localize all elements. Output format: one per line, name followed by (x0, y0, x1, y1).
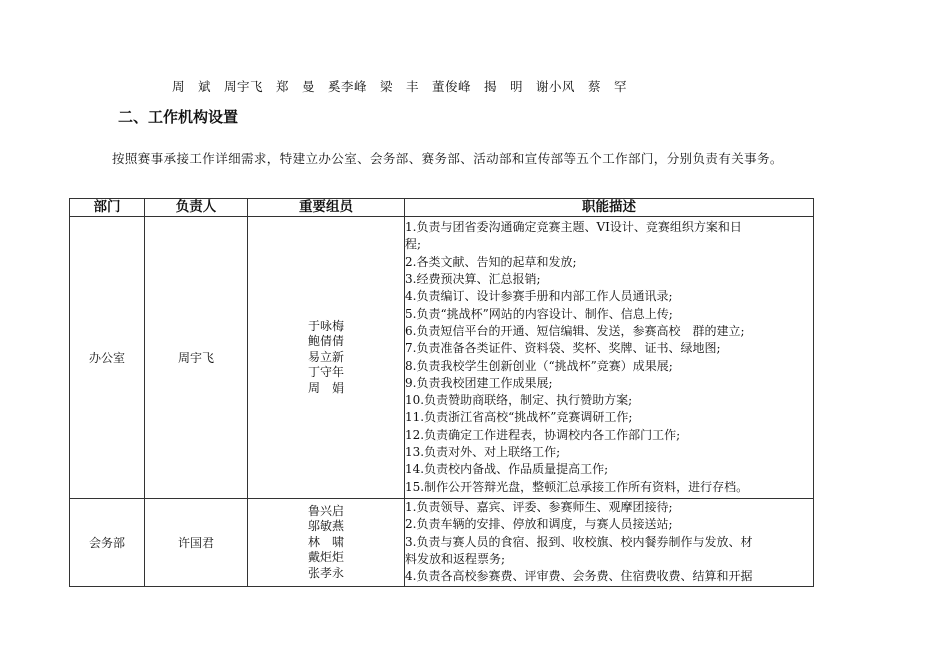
duty-line: 3.负责与赛人员的食宿、报到、收校旗、校内餐券制作与发放、材 (405, 534, 753, 549)
members-cell (248, 499, 405, 587)
leader-cell: 许国君 (145, 499, 248, 587)
member-name: 于咏梅 (307, 318, 344, 333)
department-cell: 会务部 (70, 499, 145, 587)
duty-line: 15.制作公开答辩光盘，整顿汇总承接工作所有资料，进行存档。 (405, 479, 749, 494)
duty-line: 10.负责赞助商联络，制定、执行赞助方案; (405, 393, 633, 408)
duty-line: 3.经费预决算、汇总报销; (405, 272, 541, 287)
intro-paragraph: 按照赛事承接工作详细需求，特建立办公室、会务部、赛务部、活动部和宣传部等五个工作部门，分别负责有关事务。 (112, 151, 783, 166)
duties-cell (405, 499, 814, 587)
names-line: 周 斌 周宇飞 郑 曼 奚李峰 梁 丰 董俊峰 揭 明 谢小风 蔡 罕 (172, 79, 628, 94)
duty-line: 5.负责“挑战杯”网站的内容设计、制作、信息上传; (405, 306, 673, 321)
table-header-row (70, 199, 814, 217)
duty-line: 9.负责我校团建工作成果展; (405, 375, 553, 390)
members-cell (248, 217, 405, 499)
duty-line: 6.负责短信平台的开通、短信编辑、发送，参赛高校 群的建立; (405, 323, 745, 338)
duties-cell (405, 217, 814, 499)
duty-line: 1.负责领导、嘉宾、评委、参赛师生、观摩团接待; (405, 500, 673, 514)
member-name: 鲁兴启 (307, 503, 344, 518)
duty-line: 1.负责与团省委沟通确定竞赛主题、VI设计、竞赛组织方案和日 (405, 220, 742, 235)
duty-line: 11.负责浙江省高校“挑战杯”竞赛调研工作; (405, 410, 633, 425)
duty-line: 4.负责各高校参赛费、评审费、会务费、住宿费收费、结算和开据 (405, 569, 753, 584)
member-name: 易立新 (307, 349, 344, 364)
member-name: 鲍倩倩 (307, 334, 344, 349)
member-name: 戴炬炬 (307, 550, 344, 565)
member-name: 张孝永 (307, 565, 344, 580)
header-department: 部门 (70, 199, 145, 217)
duty-line: 2.各类文献、告知的起草和发放; (405, 254, 577, 269)
header-leader: 负责人 (145, 199, 248, 217)
duty-line: 14.负责校内备战、作品质量提高工作; (405, 462, 609, 477)
duty-line: 7.负责准备各类证件、资料袋、奖杯、奖牌、证书、绿地图; (405, 341, 721, 356)
leader-cell: 周宇飞 (145, 217, 248, 499)
member-name: 周 娟 (307, 380, 344, 395)
table-row (70, 217, 814, 499)
duty-line: 13.负责对外、对上联络工作; (405, 444, 561, 459)
member-name: 林 啸 (307, 534, 344, 549)
member-name: 丁守年 (307, 365, 344, 380)
duty-line: 8.负责我校学生创新创业（“挑战杯”竞赛）成果展; (405, 358, 673, 373)
member-name: 邬敏燕 (307, 519, 344, 534)
header-members: 重要组员 (248, 199, 405, 217)
duty-line: 2.负责车辆的安排、停放和调度，与赛人员接送站; (405, 517, 673, 532)
department-table (69, 198, 814, 587)
duty-line: 4.负责编订、设计参赛手册和内部工作人员通讯录; (405, 289, 673, 304)
department-cell: 办公室 (70, 217, 145, 499)
duty-line: 程; (405, 237, 422, 252)
duty-line: 料发放和返程票务; (405, 551, 506, 566)
section-heading: 二、工作机构设置 (118, 108, 239, 126)
table-row (70, 499, 814, 587)
header-duties: 职能描述 (405, 199, 814, 217)
duty-line: 12.负责确定工作进程表，协调校内各工作部门工作; (405, 427, 681, 442)
